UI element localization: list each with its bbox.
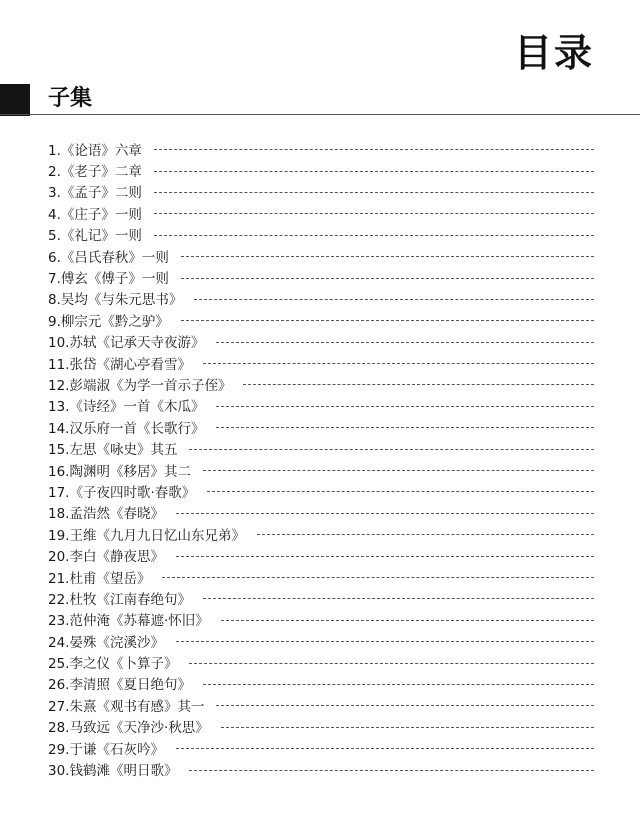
toc-entry-label: 29.于谦《石灰吟》 <box>48 741 164 758</box>
toc-entry-label: 6.《吕氏春秋》一则 <box>48 249 169 266</box>
toc-entry-label: 12.彭端淑《为学一首示子侄》 <box>48 377 232 394</box>
toc-entry-label: 22.杜牧《江南春绝句》 <box>48 591 191 608</box>
toc-leader <box>176 556 594 557</box>
toc-entry-label: 19.王维《九月九日忆山东兄弟》 <box>48 527 245 544</box>
toc-leader <box>216 705 594 706</box>
toc-entry[interactable] <box>48 523 594 544</box>
toc-entry[interactable] <box>48 758 594 779</box>
toc-entry[interactable] <box>48 694 594 715</box>
toc-leader <box>203 598 594 599</box>
toc-entry[interactable] <box>48 224 594 245</box>
toc-entry-label: 11.张岱《湖心亭看雪》 <box>48 356 191 373</box>
toc-leader <box>181 320 594 321</box>
toc-leader <box>203 684 594 685</box>
toc-entry-label: 9.柳宗元《黔之驴》 <box>48 313 169 330</box>
toc-entry[interactable] <box>48 630 594 651</box>
toc-leader <box>189 449 594 450</box>
toc-entry[interactable] <box>48 502 594 523</box>
toc-leader <box>257 534 594 535</box>
toc-entry[interactable] <box>48 459 594 480</box>
toc-entry-label: 16.陶渊明《移居》其二 <box>48 463 191 480</box>
toc-entry[interactable] <box>48 587 594 608</box>
toc-entry-label: 8.吴均《与朱元思书》 <box>48 292 183 309</box>
toc-entry-label: 25.李之仪《卜算子》 <box>48 656 178 673</box>
toc-entry-label: 5.《礼记》一则 <box>48 228 142 245</box>
toc-entry-label: 14.汉乐府一首《长歌行》 <box>48 420 205 437</box>
section-header <box>0 84 640 116</box>
section-title: 子集 <box>48 86 93 111</box>
toc-entry-label: 27.朱熹《观书有感》其一 <box>48 698 205 715</box>
toc-leader <box>176 513 594 514</box>
toc-entry-label: 15.左思《咏史》其五 <box>48 442 178 459</box>
toc-entry[interactable] <box>48 416 594 437</box>
toc-entry[interactable] <box>48 352 594 373</box>
toc-entry[interactable] <box>48 202 594 223</box>
toc-entry-label: 28.马致远《天净沙·秋思》 <box>48 720 209 737</box>
toc-leader <box>216 342 594 343</box>
toc-leader <box>154 192 594 193</box>
toc-entry-label: 30.钱鹤滩《明日歌》 <box>48 763 178 780</box>
page-title: 目录 <box>513 31 594 75</box>
toc-entry-label: 17.《子夜四时歌·春歌》 <box>48 484 196 501</box>
toc-entry[interactable] <box>48 673 594 694</box>
toc-entry-label: 7.傅玄《傅子》一则 <box>48 271 169 288</box>
toc-leader <box>154 235 594 236</box>
toc-leader <box>181 256 594 257</box>
toc-entry[interactable] <box>48 566 594 587</box>
toc-leader <box>221 620 594 621</box>
table-of-contents <box>48 138 594 780</box>
toc-leader <box>176 641 594 642</box>
toc-entry[interactable] <box>48 331 594 352</box>
section-marker-block <box>0 84 30 116</box>
toc-leader <box>189 770 594 771</box>
toc-entry-label: 24.晏殊《浣溪沙》 <box>48 634 164 651</box>
toc-leader <box>154 213 594 214</box>
toc-leader <box>221 727 594 728</box>
toc-entry[interactable] <box>48 544 594 565</box>
toc-entry-label: 20.李白《静夜思》 <box>48 549 164 566</box>
section-divider <box>0 114 640 115</box>
toc-leader <box>203 470 594 471</box>
toc-entry[interactable] <box>48 609 594 630</box>
toc-entry-label: 26.李清照《夏日绝句》 <box>48 677 191 694</box>
toc-entry-label: 1.《论语》六章 <box>48 142 142 159</box>
toc-entry[interactable] <box>48 373 594 394</box>
toc-entry[interactable] <box>48 266 594 287</box>
toc-entry[interactable] <box>48 480 594 501</box>
toc-leader <box>189 663 594 664</box>
toc-entry-label: 3.《孟子》二则 <box>48 185 142 202</box>
toc-entry-label: 18.孟浩然《春晓》 <box>48 506 164 523</box>
toc-leader <box>154 149 594 150</box>
toc-entry[interactable] <box>48 437 594 458</box>
toc-entry-label: 23.范仲淹《苏幕遮·怀旧》 <box>48 613 209 630</box>
toc-entry[interactable] <box>48 651 594 672</box>
toc-entry[interactable] <box>48 395 594 416</box>
toc-entry-label: 21.杜甫《望岳》 <box>48 570 151 587</box>
toc-entry-label: 4.《庄子》一则 <box>48 206 142 223</box>
toc-leader <box>194 299 594 300</box>
toc-entry-label: 13.《诗经》一首《木瓜》 <box>48 399 205 416</box>
toc-entry[interactable] <box>48 309 594 330</box>
toc-leader <box>176 748 594 749</box>
toc-leader <box>154 171 594 172</box>
toc-entry-label: 2.《老子》二章 <box>48 164 142 181</box>
toc-entry[interactable] <box>48 288 594 309</box>
toc-leader <box>216 427 594 428</box>
toc-entry[interactable] <box>48 181 594 202</box>
toc-leader <box>216 406 594 407</box>
toc-entry[interactable] <box>48 737 594 758</box>
toc-leader <box>162 577 594 578</box>
toc-leader <box>243 384 594 385</box>
toc-leader <box>203 363 594 364</box>
toc-entry[interactable] <box>48 159 594 180</box>
toc-leader <box>181 278 594 279</box>
toc-entry-label: 10.苏轼《记承天寺夜游》 <box>48 335 205 352</box>
toc-entry[interactable] <box>48 245 594 266</box>
toc-entry[interactable] <box>48 138 594 159</box>
toc-entry[interactable] <box>48 716 594 737</box>
toc-leader <box>207 491 594 492</box>
